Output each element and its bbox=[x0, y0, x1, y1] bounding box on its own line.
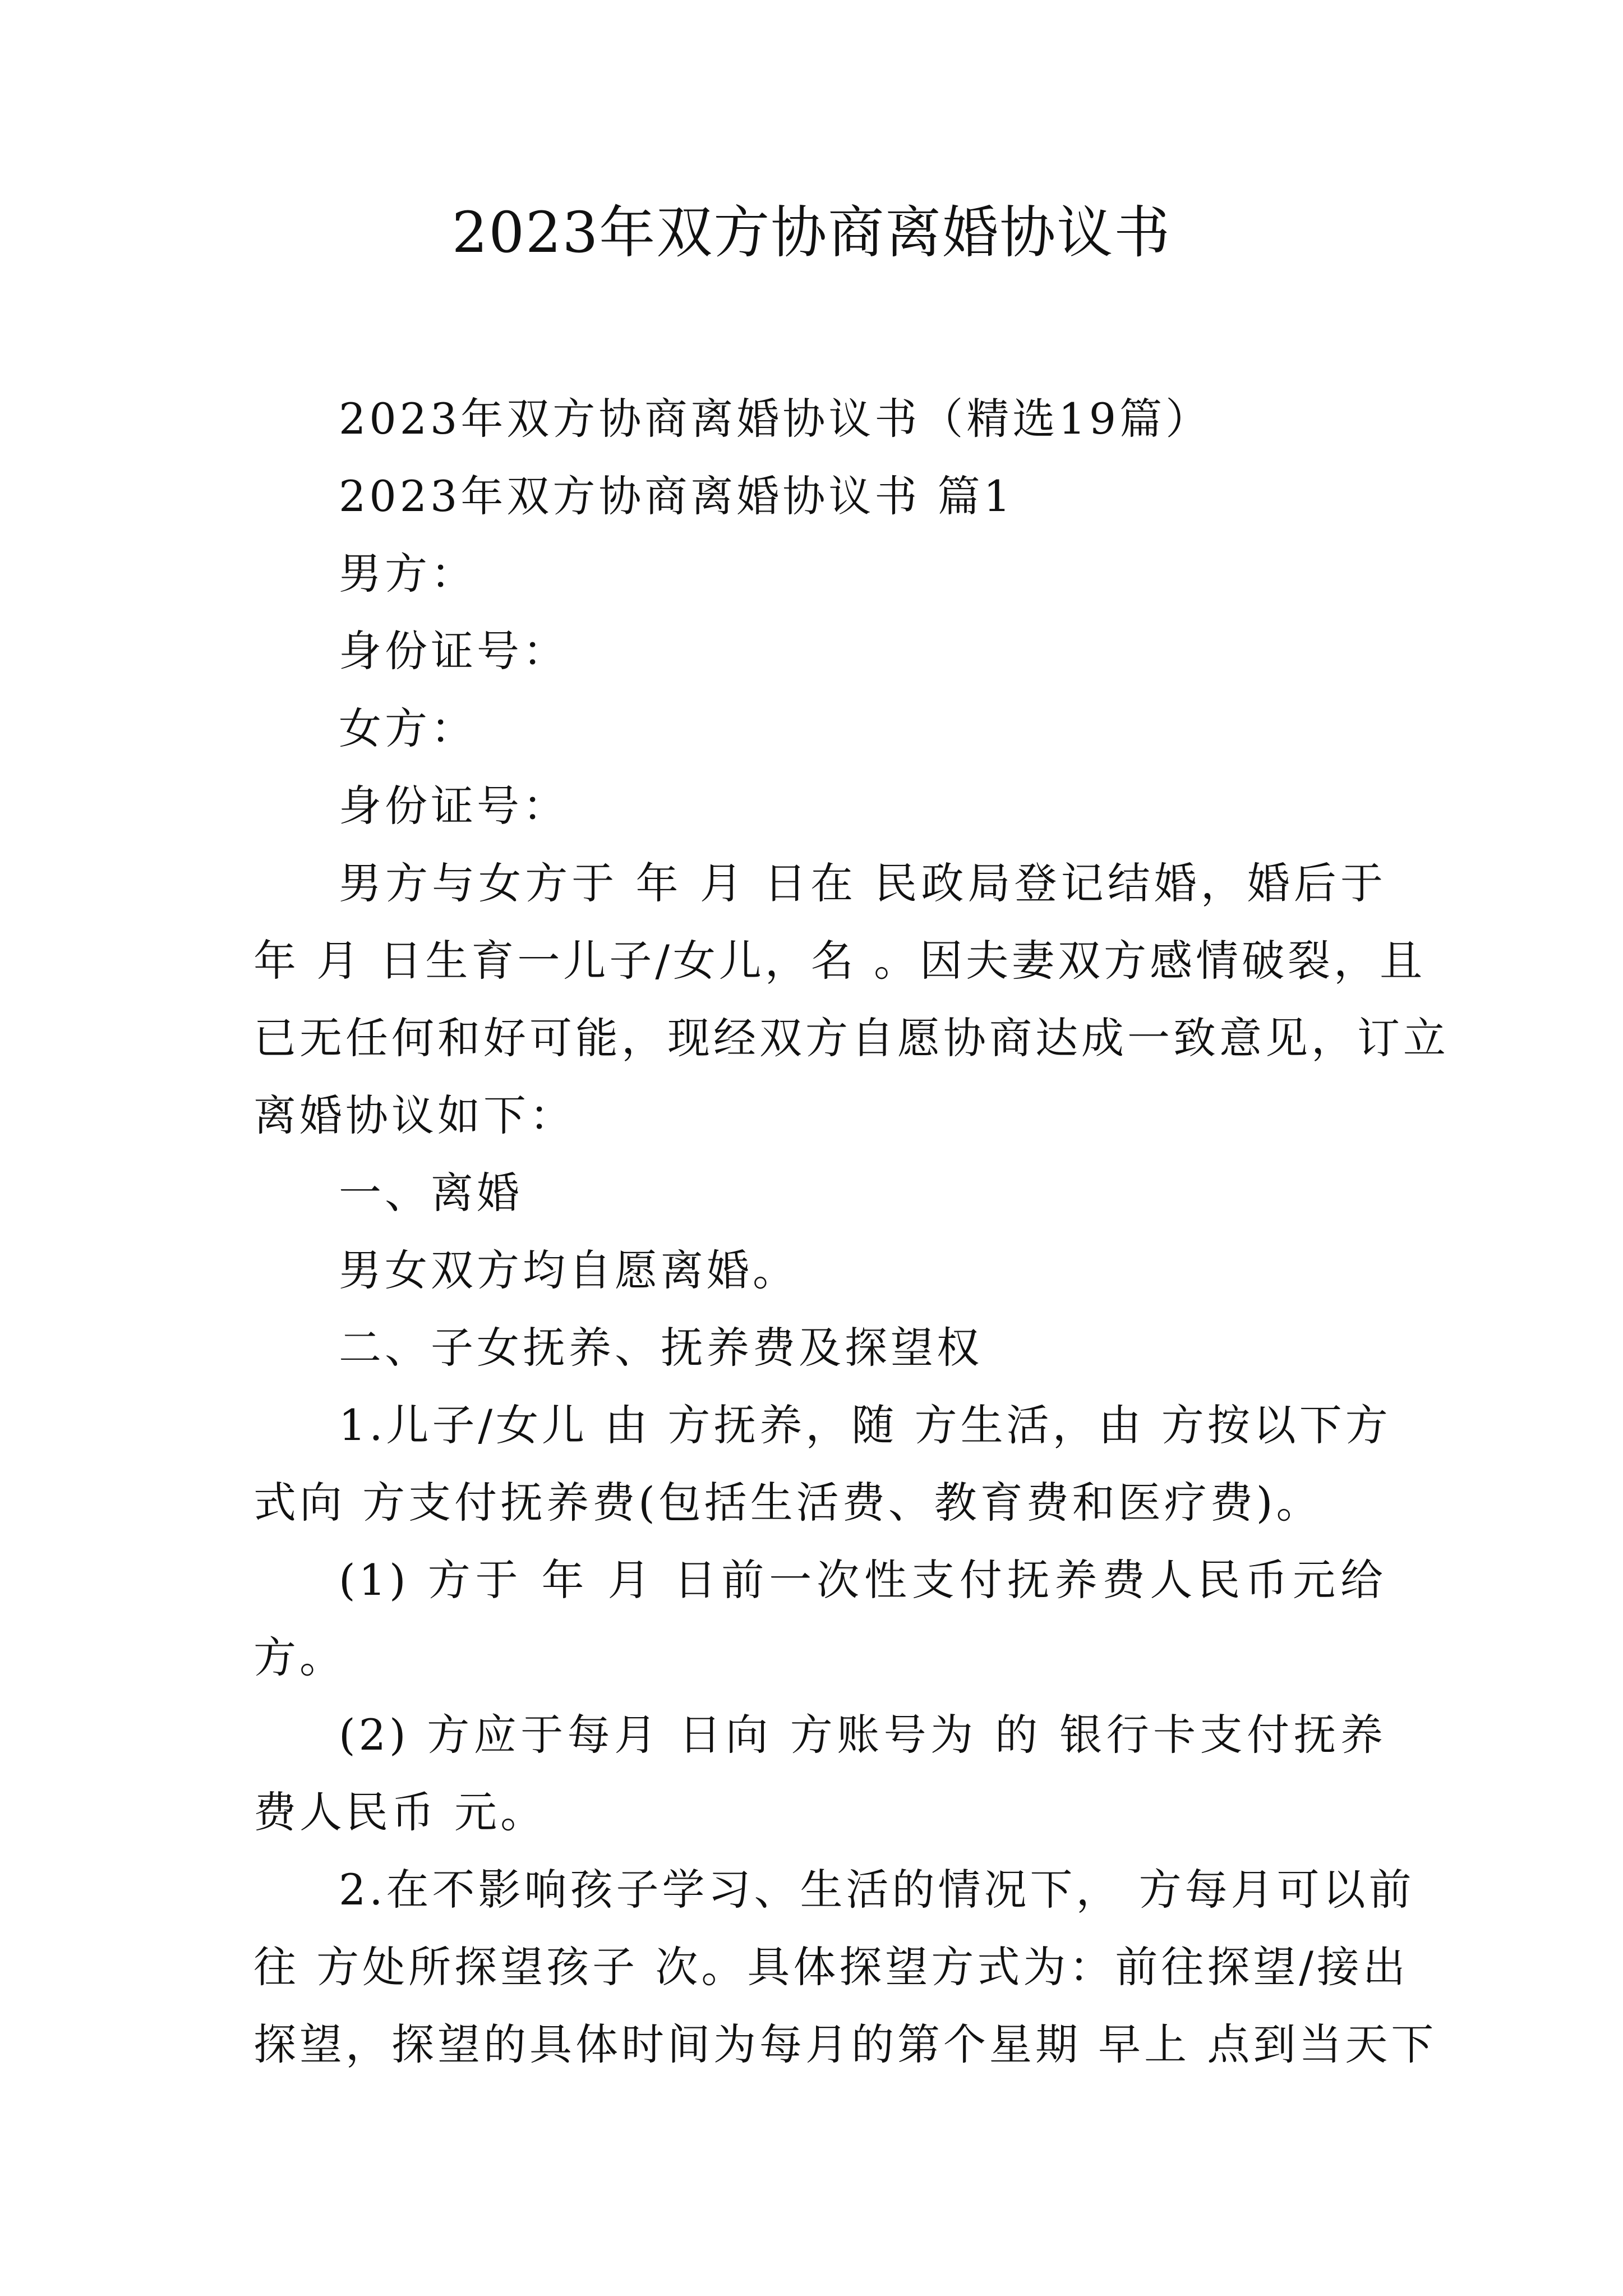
clause-heading: 一、离婚 bbox=[339, 1168, 523, 1218]
clause-heading: 二、子女抚养、抚养费及探望权 bbox=[339, 1323, 983, 1373]
paragraph-line: 往 方处所探望孩子 次。具体探望方式为：前往探望/接出 bbox=[253, 1942, 1409, 1992]
paragraph-line: 男女双方均自愿离婚。 bbox=[339, 1245, 799, 1295]
paragraph-line: 式向 方支付抚养费(包括生活费、教育费和医疗费)。 bbox=[253, 1478, 1322, 1527]
paragraph-line: (2) 方应于每月 日向 方账号为 的 银行卡支付抚养 bbox=[339, 1710, 1386, 1760]
paragraph-line: 已无任何和好可能，现经双方自愿协商达成一致意见，订立 bbox=[253, 1013, 1449, 1063]
field-label-male-id: 身份证号： bbox=[339, 626, 569, 676]
paragraph-line: 探望，探望的具体时间为每月的第个星期 早上 点到当天下 bbox=[253, 2019, 1437, 2069]
field-label-female: 女方： bbox=[339, 703, 477, 753]
section-heading: 2023年双方协商离婚协议书 篇1 bbox=[339, 471, 1014, 521]
paragraph-line: 方。 bbox=[253, 1632, 345, 1682]
paragraph-line: 1.儿子/女儿 由 方抚养，随 方生活，由 方按以下方 bbox=[339, 1400, 1391, 1450]
paragraph-line: 男方与女方于 年 月 日在 民政局登记结婚，婚后于 bbox=[339, 858, 1386, 908]
document-title: 2023年双方协商离婚协议书 bbox=[451, 200, 1172, 265]
subtitle-line: 2023年双方协商离婚协议书（精选19篇） bbox=[339, 394, 1212, 444]
paragraph-line: 费人民币 元。 bbox=[253, 1787, 547, 1837]
paragraph-line: 2.在不影响孩子学习、生活的情况下， 方每月可以前 bbox=[339, 1865, 1415, 1915]
field-label-female-id: 身份证号： bbox=[339, 781, 569, 831]
paragraph-line: 年 月 日生育一儿子/女儿，名 。因夫妻双方感情破裂，且 bbox=[253, 936, 1426, 986]
field-label-male: 男方： bbox=[339, 549, 477, 599]
paragraph-line: 离婚协议如下： bbox=[253, 1091, 575, 1140]
document-body bbox=[253, 380, 1449, 2083]
paragraph-line: (1) 方于 年 月 日前一次性支付抚养费人民币元给 bbox=[339, 1555, 1386, 1605]
